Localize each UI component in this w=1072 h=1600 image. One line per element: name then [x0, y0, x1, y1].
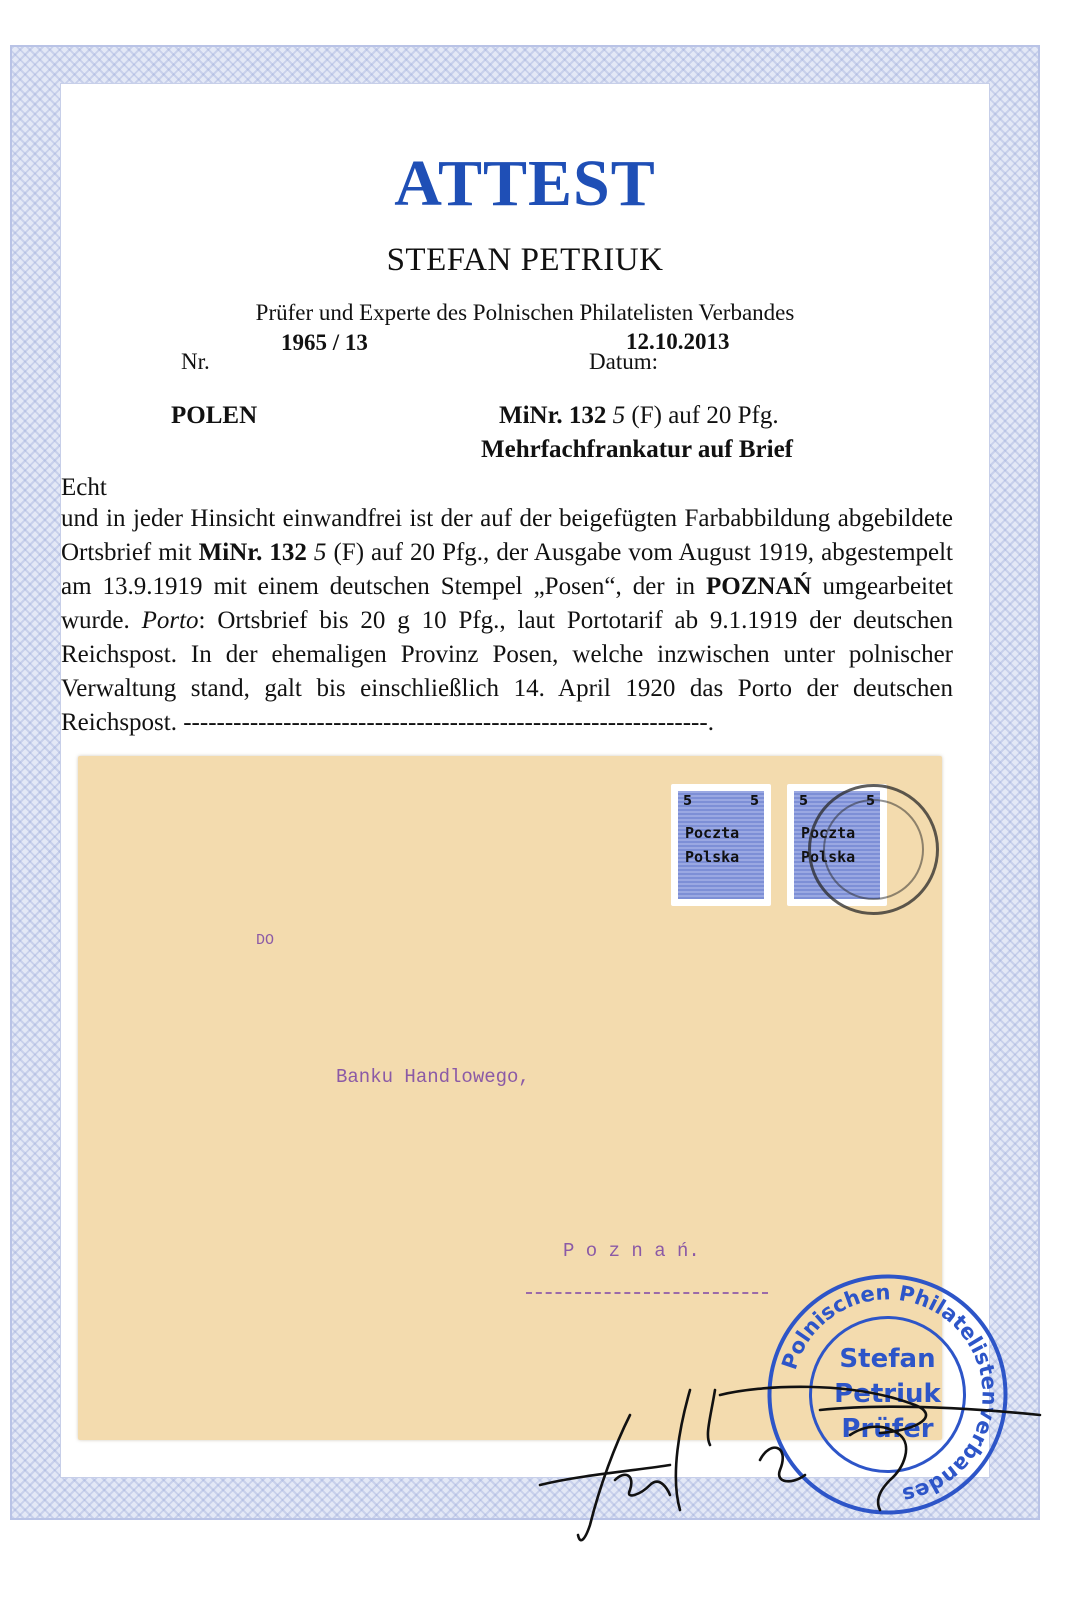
seal-center-line: Petriuk [834, 1379, 941, 1409]
certificate-title: ATTEST [394, 147, 656, 220]
seal-center-line: Prüfer [841, 1414, 934, 1444]
stamp-overprint: Poczta [801, 824, 856, 842]
stamp-overprint: Polska [685, 848, 740, 866]
text-part: (F) auf 20 Pfg., der Ausgabe vom August 1919, abgestempelt am 13.9.1919 mit einem deutschen Stempel „Posen“, der in [61, 539, 953, 600]
postage-stamp [671, 784, 771, 906]
catalog-italic: 5 [612, 402, 626, 429]
stamp-value: 5 [749, 794, 759, 809]
certificate-number: 1965 / 13 [281, 330, 368, 355]
seal-center-line: Stefan [839, 1344, 936, 1374]
examiner-subtitle: Prüfer und Experte des Polnischen Philatelisten Verbandes [255, 300, 795, 325]
signature-stroke [760, 1448, 805, 1482]
signature-stroke [676, 1390, 690, 1510]
address-do: DO [256, 932, 275, 949]
text-italic: Porto [141, 607, 199, 634]
stamp-value: 5 [865, 794, 875, 809]
certificate-text [61, 502, 953, 740]
catalog-rest: (F) auf 20 Pfg. [631, 402, 779, 429]
catalog-bold: MiNr. 132 [499, 402, 607, 429]
text-part: : Ortsbrief bis 20 g 10 Pfg., laut Portotarif ab 9.1.1919 der deutschen Reichspost. In der ehemaligen Provinz Posen, welche inzwischen unter polnischer Verwaltung stand, galt bis einschließlich 14. April 1920 das Porto der deutschen Reichspost. ---------------------------------------------------------------. [61, 607, 953, 736]
stamp-overprint: Polska [801, 848, 856, 866]
country: POLEN [171, 402, 258, 429]
stamp-overprint: Poczta [685, 824, 740, 842]
signature-stroke [615, 1475, 670, 1496]
stamp-value: 5 [799, 794, 809, 809]
signature-stroke [540, 1465, 670, 1485]
postmark-icon [808, 784, 939, 915]
text-bold: MiNr. 132 [198, 539, 307, 566]
franking-type: Mehrfachfrankatur auf Brief [481, 436, 793, 463]
datum-label: Datum: [589, 349, 658, 374]
address-city: P o z n a ń. [563, 1240, 700, 1262]
stamp-value: 5 [683, 794, 693, 809]
text-part: umgearbeitet wurde. [61, 573, 953, 634]
handwritten-signature [520, 1375, 1060, 1555]
echt-label: Echt [61, 474, 107, 501]
signature-stroke [850, 1427, 906, 1510]
certificate-date: 12.10.2013 [626, 329, 730, 354]
address-underline [526, 1292, 768, 1294]
text-part: und in jeder Hinsicht einwandfrei ist der auf der beigefügten Farbabbildung abgebildete Ortsbrief mit [61, 505, 953, 566]
nr-label: Nr. [181, 349, 210, 374]
text-bold: POZNAŃ [705, 573, 812, 600]
signature-stroke [708, 1390, 715, 1445]
signature-stroke [820, 1407, 1040, 1415]
examiner-name: STEFAN PETRIUK [386, 242, 664, 278]
address-recipient: Banku Handlowego, [336, 1066, 530, 1088]
seal-ring-textpath: Polnischen Philatelistenverbandes [777, 1280, 1002, 1508]
text-italic: 5 [306, 539, 327, 566]
catalog-number [499, 402, 779, 430]
